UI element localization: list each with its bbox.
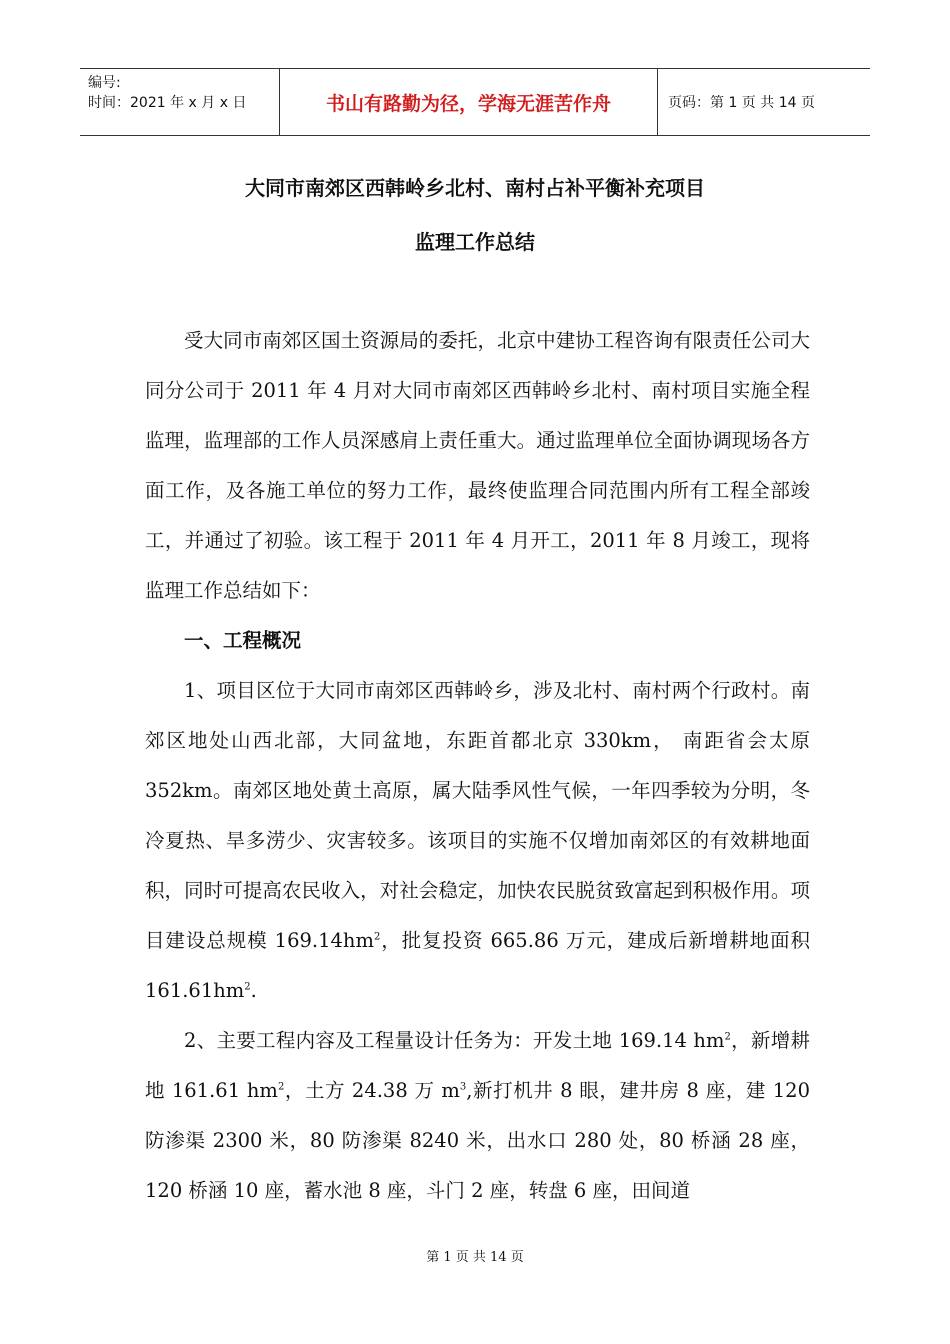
superscript: 3 [459, 1081, 467, 1093]
page-footer: 第 1 页 共 14 页 [426, 1250, 524, 1265]
text-run: . [250, 979, 257, 1002]
paragraph-2 [145, 1016, 810, 1216]
text-run: ,新打机井 8 眼，建井房 8 座，建 120 防渗渠 2300 米，80 防渗渠 8240 米，出水口 280 处，80 桥涵 28 座，120 桥涵 10 座，蓄水池 8 座，斗门 2 座，转盘 6 座，田间道 [145, 1079, 810, 1202]
document-subtitle: 监理工作总结 [415, 230, 535, 254]
text-run: 2、主要工程内容及工程量设计任务为：开发土地 169.14 hm [184, 1029, 725, 1052]
superscript: 2 [724, 1031, 731, 1043]
paragraph-1 [145, 666, 810, 1016]
text-run: 1、项目区位于大同市南郊区西韩岭乡，涉及北村、南村两个行政村。南郊区地处山西北部，大同盆地，东距首都北京 330km， 南距省会太原 352km。南郊区地处黄土高原，属大陆季风性气候，一年四季较为分明，冬冷夏热、旱多涝少、灾害较多。该项目的实施不仅增加南郊区的有效耕地面积，同时可提高农民收入，对社会稳定，加快农民脱贫致富起到积极作用。项目建设总规模 169.14hm [145, 679, 810, 952]
number-label: 编号: [88, 75, 121, 91]
superscript: 2 [277, 1081, 285, 1093]
section-heading: 一、工程概况 [184, 629, 302, 652]
page-header [80, 68, 870, 136]
document-title: 大同市南郊区西韩岭乡北村、南村占补平衡补充项目 [245, 176, 705, 200]
header-meta [80, 69, 280, 135]
time-label: 时间：2021 年 x 月 x 日 [88, 95, 247, 111]
header-page-info: 页码：第 1 页 共 14 页 [668, 95, 815, 111]
superscript: 2 [373, 931, 381, 943]
document-body [145, 316, 810, 1216]
text-run: ，土方 24.38 万 m [284, 1079, 460, 1102]
text-run: ，批复投资 665.86 万元，建成后新增耕地面积 161.61hm [145, 929, 810, 1002]
intro-paragraph: 受大同市南郊区国土资源局的委托，北京中建协工程咨询有限责任公司大同分公司于 2011 年 4 月对大同市南郊区西韩岭乡北村、南村项目实施全程监理，监理部的工作人员深感肩上责任重大。通过监理单位全面协调现场各方面工作，及各施工单位的努力工作，最终使监理合同范围内所有工程全部竣工，并通过了初验。该工程于 2011 年 4 月开工，2011 年 8 月竣工，现将监理工作总结如下： [145, 329, 810, 602]
superscript: 2 [244, 981, 251, 993]
header-motto: 书山有路勤为径，学海无涯苦作舟 [280, 69, 658, 135]
text-run: ，新增耕地 161.61 hm [145, 1029, 810, 1102]
